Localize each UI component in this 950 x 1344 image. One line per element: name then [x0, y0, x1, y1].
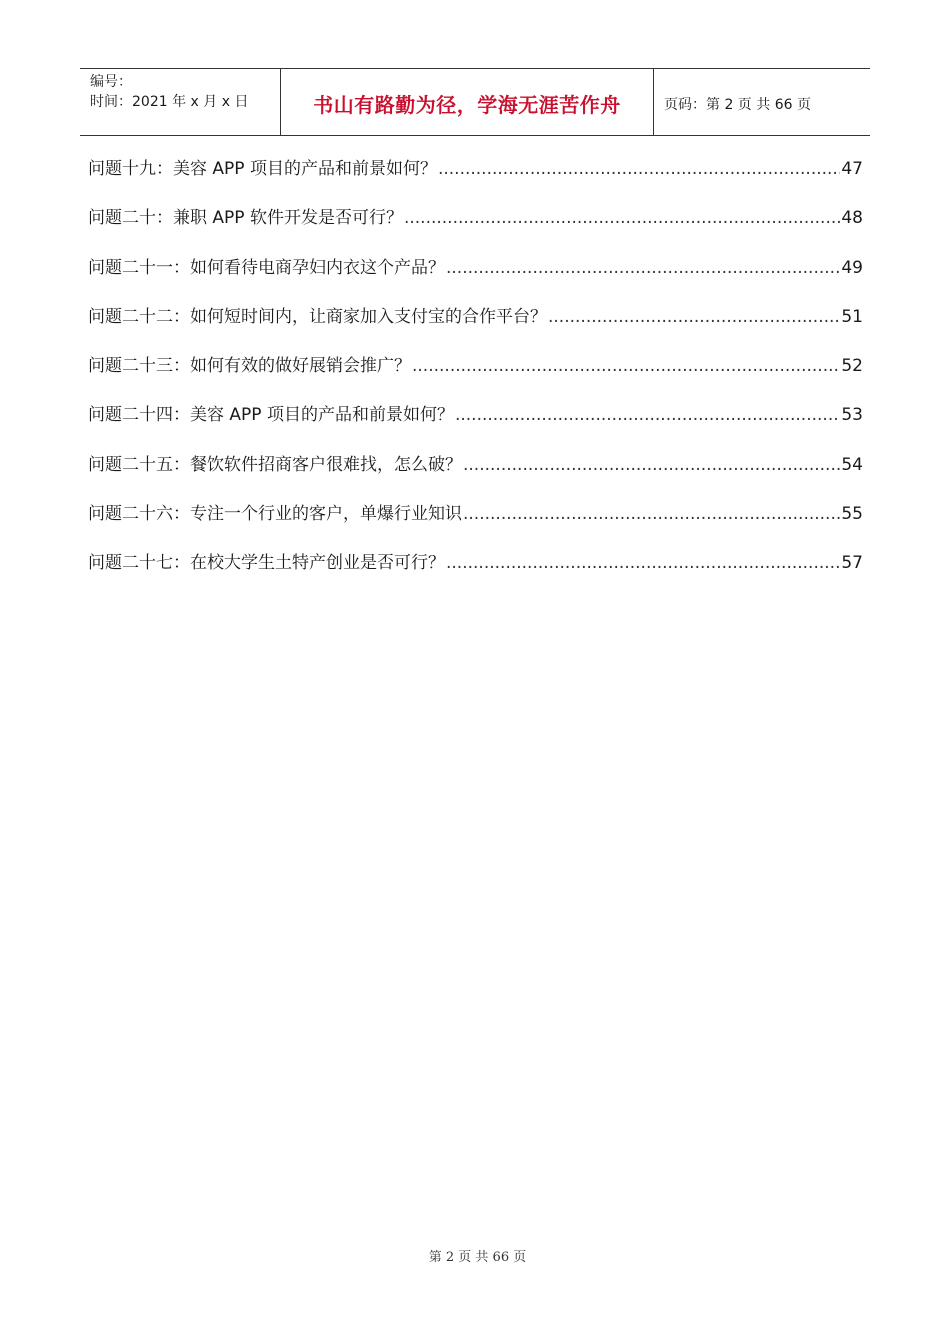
header-motto-cell: [281, 69, 654, 135]
toc-entry[interactable]: [88, 300, 863, 349]
header-motto: 书山有路勤为径，学海无涯苦作舟: [313, 93, 621, 117]
toc-entry-page-number: 49: [841, 257, 863, 278]
toc-entry-title: 问题二十一：如何看待电商孕妇内衣这个产品？: [88, 257, 445, 278]
toc-entry[interactable]: [88, 497, 863, 546]
toc-dot-leader: [463, 497, 840, 531]
toc-entry-page-number: 48: [841, 208, 863, 229]
toc-entry[interactable]: [88, 546, 863, 595]
toc-entry-title: 问题二十二：如何短时间内，让商家加入支付宝的合作平台？: [88, 306, 547, 327]
toc-entry[interactable]: [88, 349, 863, 398]
toc-entry-title: 问题二十三：如何有效的做好展销会推广？: [88, 356, 411, 377]
toc-entry-page-number: 47: [841, 159, 863, 179]
toc-entry-title: 问题二十六：专注一个行业的客户，单爆行业知识: [88, 504, 462, 525]
header-page-info: 页码：第 2 页 共 66 页: [664, 96, 811, 113]
toc-entry-title: 问题十九：美容 APP 项目的产品和前景如何？: [88, 159, 437, 179]
toc-entry-title: 问题二十：兼职 APP 软件开发是否可行？: [88, 208, 403, 229]
table-of-contents: [88, 152, 863, 596]
toc-entry[interactable]: [88, 251, 863, 300]
toc-dot-leader: [446, 251, 840, 285]
toc-entry-page-number: 54: [841, 454, 863, 475]
toc-entry-page-number: 52: [841, 356, 863, 377]
header-meta: [80, 69, 281, 135]
toc-entry-page-number: 51: [841, 306, 863, 327]
toc-entry-title: 问题二十四：美容 APP 项目的产品和前景如何？: [88, 405, 454, 426]
toc-dot-leader: [463, 448, 840, 482]
page-footer: 第 2 页 共 66 页: [428, 1250, 527, 1265]
toc-entry-page-number: 57: [841, 553, 863, 574]
toc-dot-leader: [548, 300, 840, 334]
toc-entry[interactable]: [88, 448, 863, 497]
toc-dot-leader: [446, 546, 840, 580]
toc-entry-title: 问题二十五：餐饮软件招商客户很难找，怎么破？: [88, 454, 462, 475]
toc-entry-page-number: 53: [841, 405, 863, 426]
toc-entry[interactable]: [88, 152, 863, 201]
toc-dot-leader: [455, 398, 840, 432]
toc-dot-leader: [412, 349, 840, 383]
document-date: 时间：2021 年 x 月 x 日: [90, 94, 249, 110]
page-header: [80, 68, 870, 136]
document-number-label: 编号：: [90, 74, 132, 90]
toc-entry[interactable]: [88, 398, 863, 447]
toc-entry[interactable]: [88, 201, 863, 250]
toc-entry-page-number: 55: [841, 504, 863, 525]
toc-dot-leader: [438, 152, 840, 186]
toc-dot-leader: [404, 201, 840, 235]
toc-entry-title: 问题二十七：在校大学生土特产创业是否可行？: [88, 553, 445, 574]
